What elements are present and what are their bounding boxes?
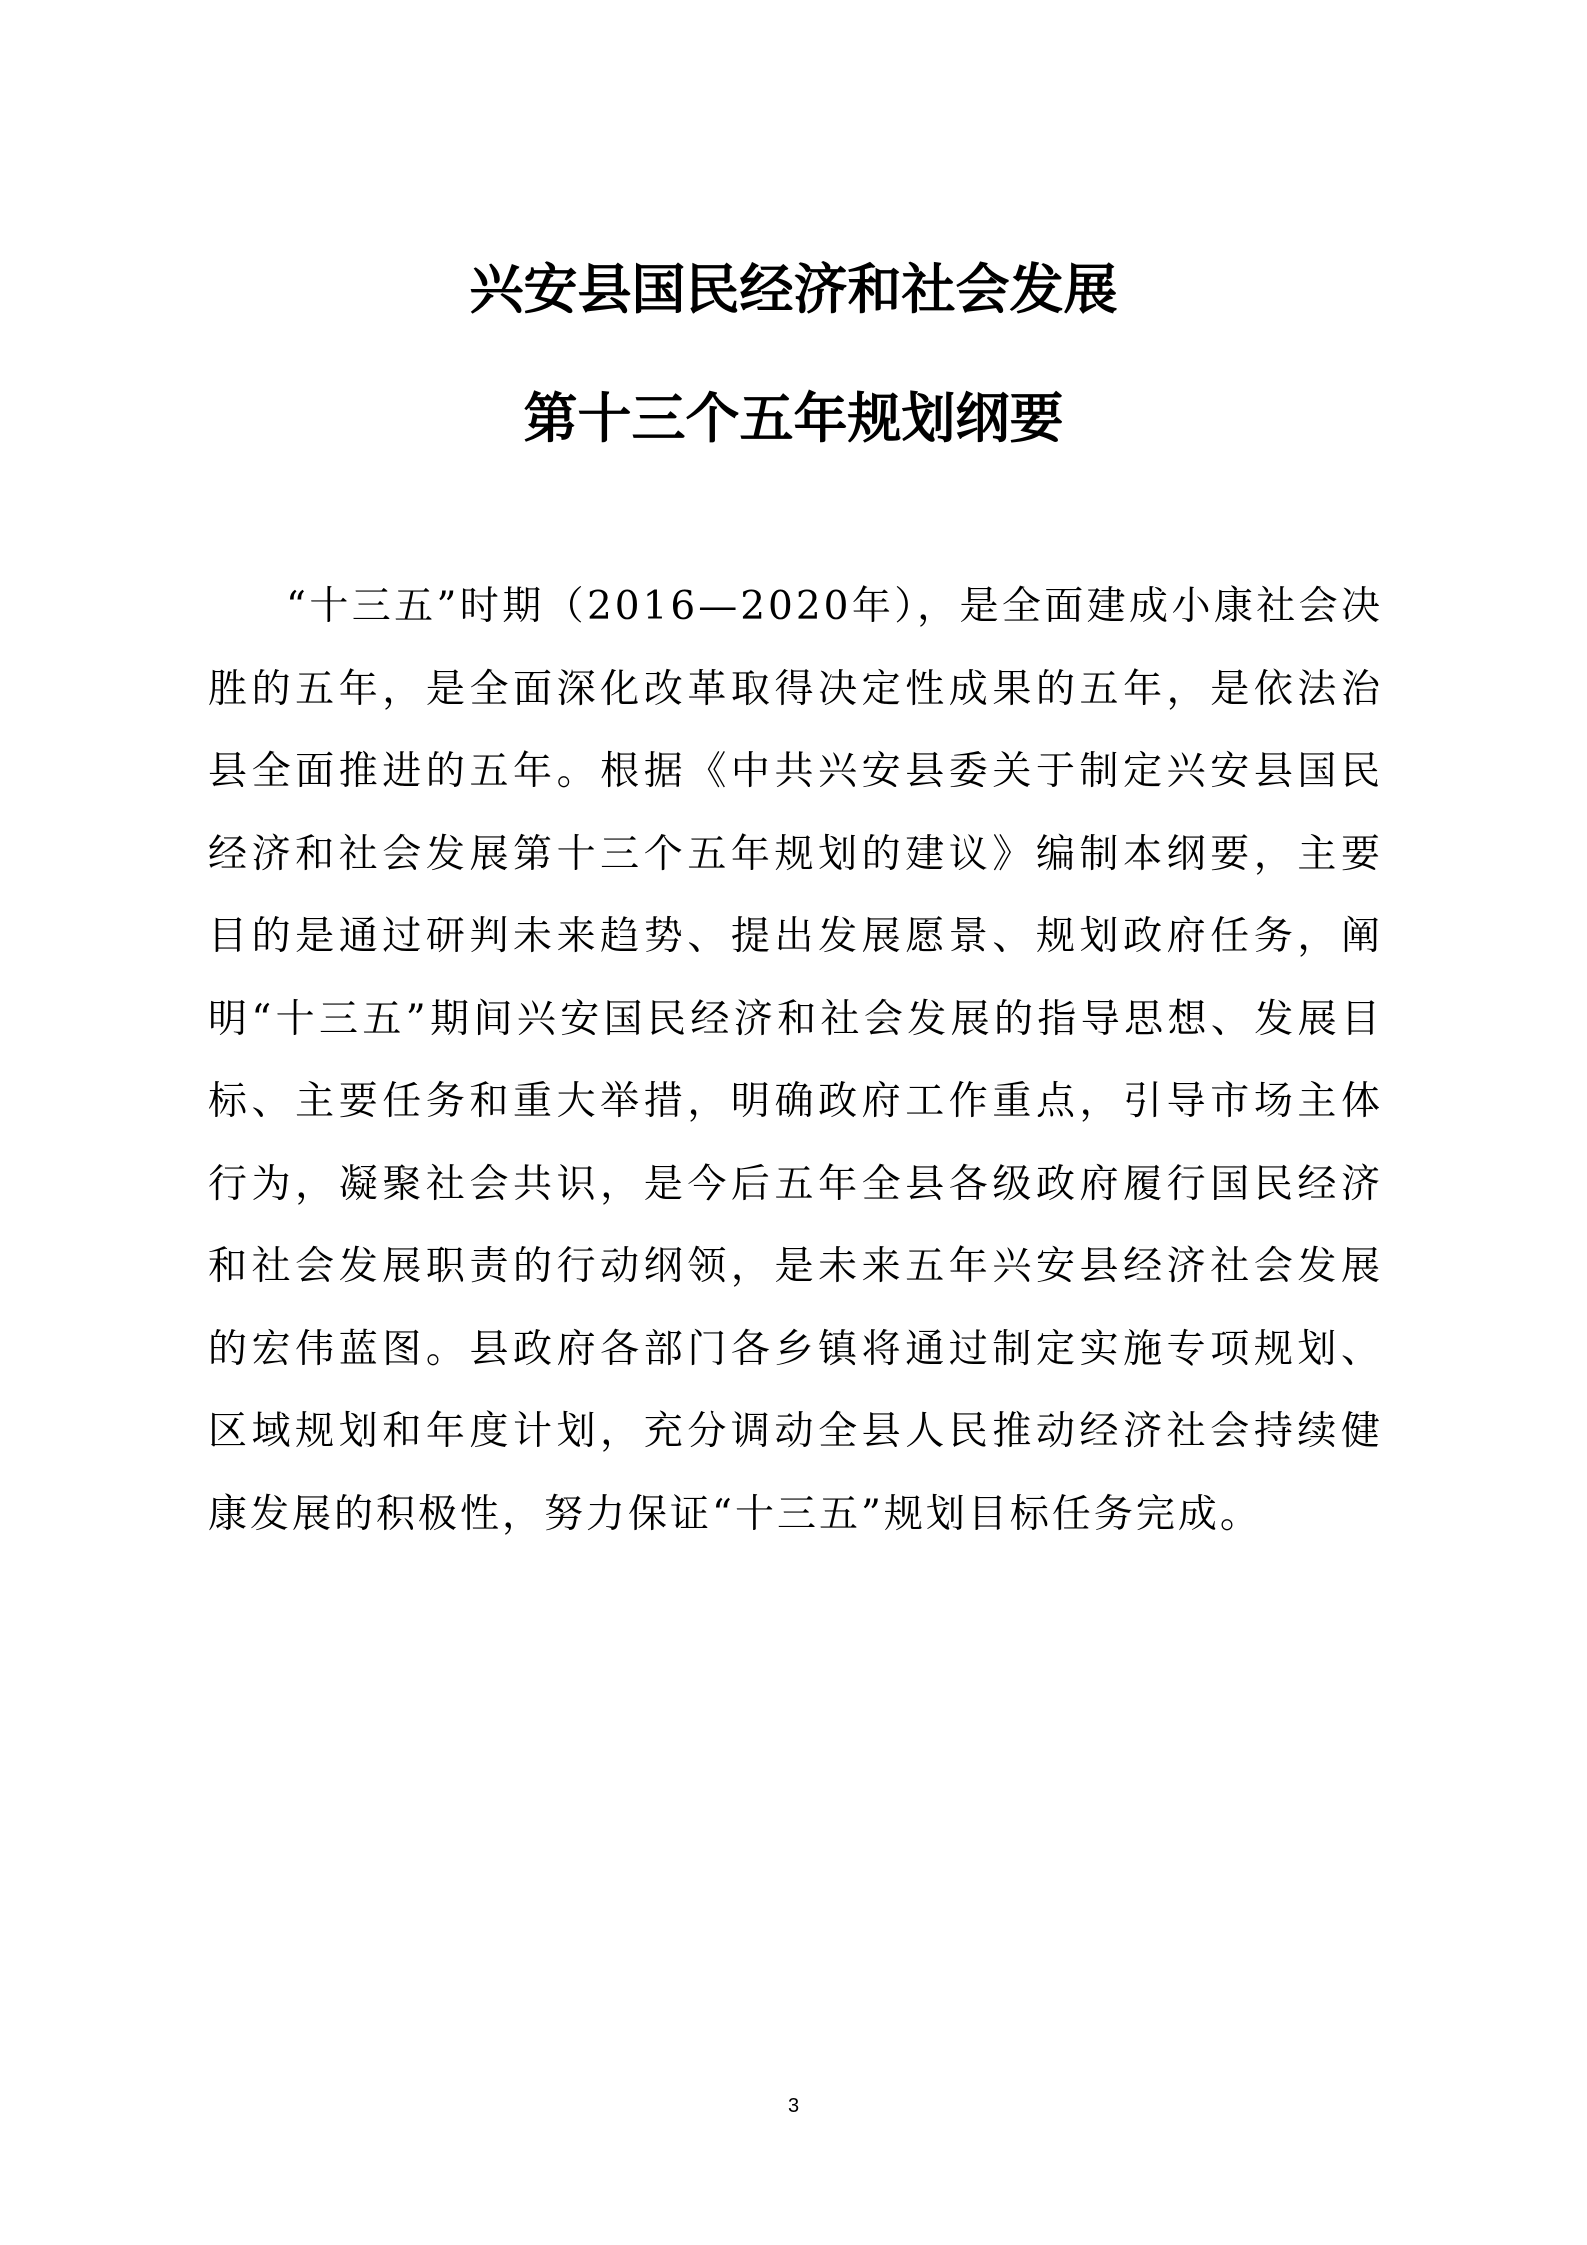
- document-title-line-2: 第十三个五年规划纲要: [523, 386, 1064, 450]
- page-number: 3: [787, 2095, 800, 2117]
- document-title-line-1: 兴安县国民经济和社会发展: [469, 257, 1118, 321]
- body-paragraph: “十三五”时期（2016—2020年），是全面建成小康社会决胜的五年，是全面深化改革取得决定性成果的五年，是依法治县全面推进的五年。根据《中共兴安县委关于制定兴安县国民经济和社会发展第十三个五年规划的建议》编制本纲要，主要目的是通过研判未来趋势、提出发展愿景、规划政府任务，阐明“十三五”期间兴安国民经济和社会发展的指导思想、发展目标、主要任务和重大举措，明确政府工作重点，引导市场主体行为，凝聚社会共识，是今后五年全县各级政府履行国民经济和社会发展职责的行动纲领，是未来五年兴安县经济社会发展的宏伟蓝图。县政府各部门各乡镇将通过制定实施专项规划、区域规划和年度计划，充分调动全县人民推动经济社会持续健康发展的积极性，努力保证“十三五”规划目标任务完成。: [208, 584, 1383, 1537]
